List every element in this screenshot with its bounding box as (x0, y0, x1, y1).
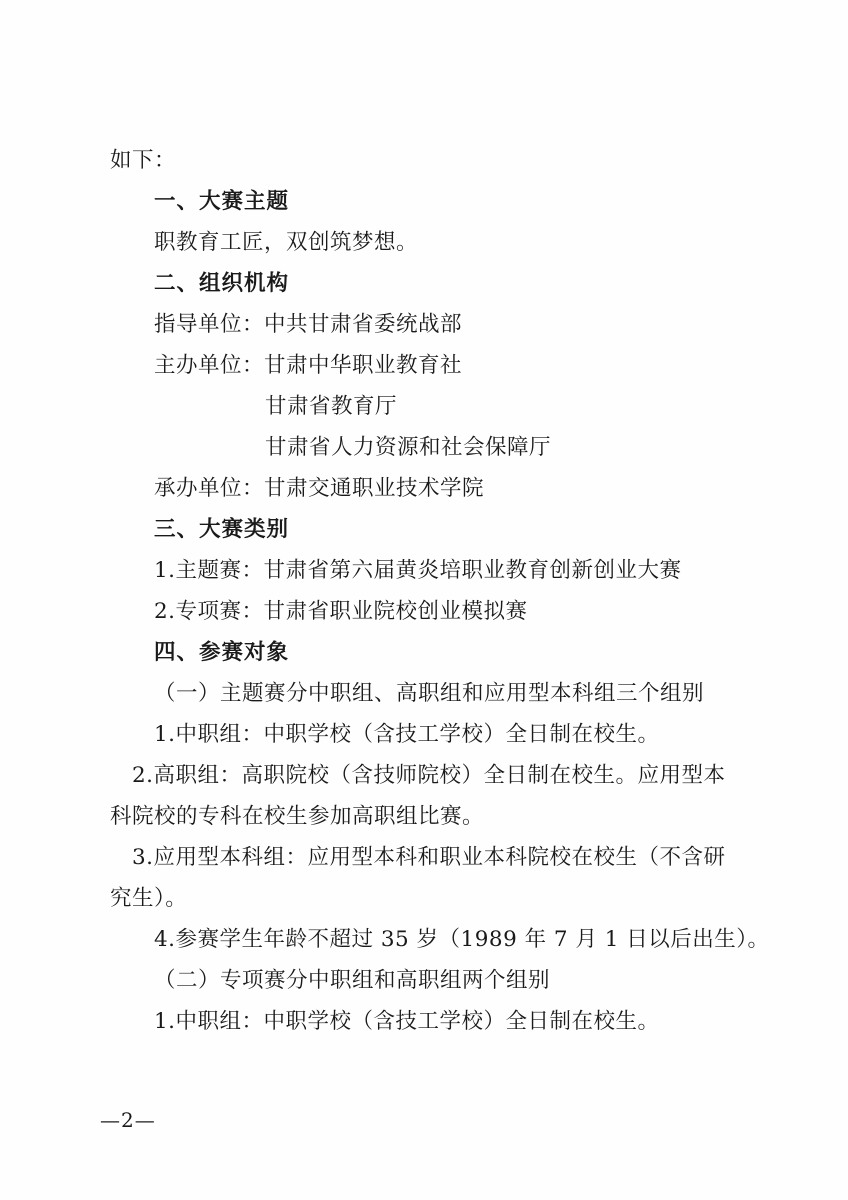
lead-line: 如下： (110, 148, 177, 173)
section-line: 指导单位：中共甘肃省委统战部 (154, 312, 463, 337)
section-line: 甘肃省人力资源和社会保障厅 (265, 435, 552, 460)
section-line: 4.参赛学生年龄不超过 35 岁（1989 年 7 月 1 日以后出生）。 (154, 927, 770, 952)
section-line: 甘肃省教育厅 (265, 394, 398, 419)
section-line: 主办单位：甘肃中华职业教育社 (154, 353, 463, 378)
page-number: —2— (100, 1108, 156, 1132)
section-heading: 一、大赛主题 (154, 189, 290, 214)
section-heading: 四、参赛对象 (154, 640, 290, 665)
section-heading: 三、大赛类别 (154, 517, 290, 542)
section-line: 1.主题赛：甘肃省第六届黄炎培职业教育创新创业大赛 (154, 558, 682, 583)
document-body (110, 140, 770, 1042)
section-line: 3.应用型本科组：应用型本科和职业本科院校在校生（不含研究生）。 (110, 845, 726, 911)
section-line: 1.中职组：中职学校（含技工学校）全日制在校生。 (154, 1009, 660, 1034)
section-line: 2.高职组：高职院校（含技师院校）全日制在校生。应用型本科院校的专科在校生参加高职组比赛。 (110, 763, 726, 829)
section-line: 职教育工匠，双创筑梦想。 (154, 230, 419, 255)
section-line: 1.中职组：中职学校（含技工学校）全日制在校生。 (154, 722, 660, 747)
section-line: （一）主题赛分中职组、高职组和应用型本科组三个组别 (154, 681, 705, 706)
section-line: （二）专项赛分中职组和高职组两个组别 (154, 968, 551, 993)
section-heading: 二、组织机构 (154, 271, 290, 296)
section-line: 2.专项赛：甘肃省职业院校创业模拟赛 (154, 599, 528, 624)
section-line: 承办单位：甘肃交通职业技术学院 (154, 476, 485, 501)
